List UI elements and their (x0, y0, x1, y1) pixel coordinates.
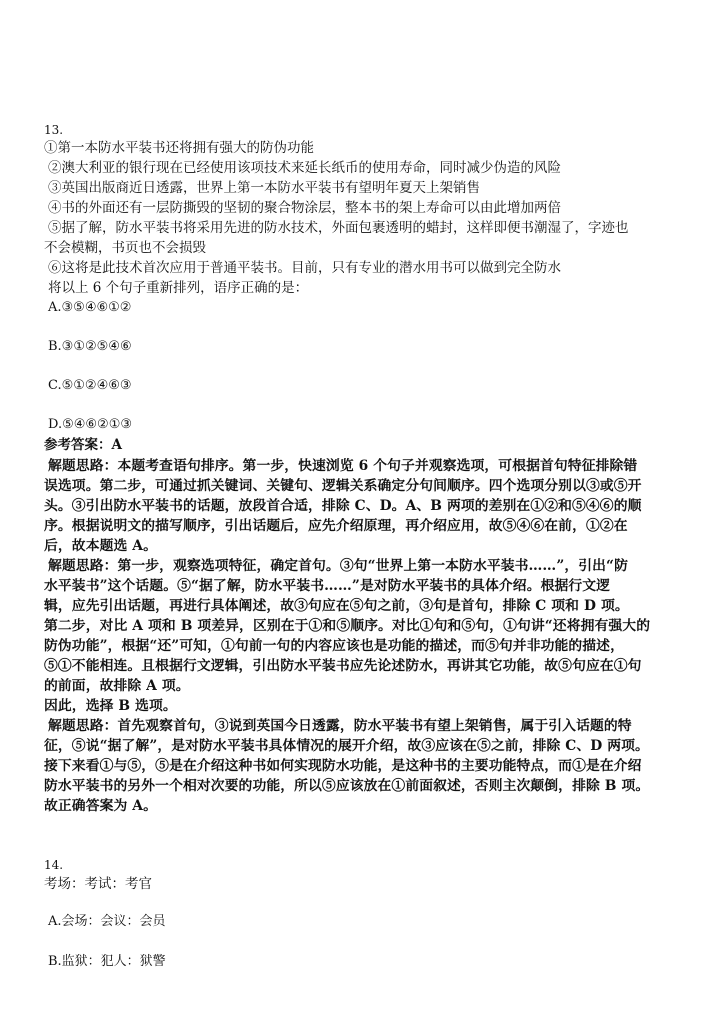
q13-sentence-5: ⑤据了解，防水平装书将采用先进的防水技术，外面包裹透明的蜡封，这样即便书潮湿了，字迹也 (48, 220, 629, 236)
q13-sentence-6: ⑥这将是此技术首次应用于普通平装书。目前，只有专业的潜水用书可以做到完全防水 (48, 260, 561, 276)
q13-sentence-4: ④书的外面还有一层防撕毁的坚韧的聚合物涂层，整本书的架上寿命可以由此增加两倍 (48, 200, 561, 216)
q14-stem: 考场：考试：考官 (44, 876, 152, 892)
explanation-line: 解题思路：首先观察首句，③说到英国今日透露，防水平装书有望上架销售，属于引入话题的特 (48, 718, 632, 734)
explanation-line: 序。根据说明文的描写顺序，引出话题后，应先介绍原理，再介绍应用，故⑤④⑥在前，①②在 (44, 518, 628, 534)
q13-option-b: B.③①②⑤④⑥ (48, 339, 132, 354)
q13-answer: 参考答案：A (44, 437, 122, 453)
explanation-line: 解题思路：第一步，观察选项特征，确定首句。③句“世界上第一本防水平装书……”，引出“防 (48, 558, 628, 574)
explanation-line: 误选项。第二步，可通过抓关键词、关键句、逻辑关系确定分句间顺序。四个选项分别以③或⑤开 (44, 478, 642, 494)
q13-option-d: D.⑤④⑥②①③ (48, 417, 133, 432)
explanation-line: 水平装书”这个话题。⑤“据了解，防水平装书……”是对防水平装书的具体介绍。根据行文逻 (44, 578, 611, 594)
q13-sentence-2: ②澳大利亚的银行现在已经使用该项技术来延长纸币的使用寿命，同时减少伪造的风险 (48, 160, 561, 176)
explanation-line: 防水平装书的另外一个相对次要的功能，所以⑤应该放在①前面叙述，否则主次颠倒，排除 B 项。 (44, 778, 650, 794)
q13-sentence-1: ①第一本防水平装书还将拥有强大的防伪功能 (44, 140, 314, 156)
explanation-line: 防伪功能”，根据“还”可知，①句前一句的内容应该也是功能的描述，而⑤句并非功能的描述， (44, 638, 624, 654)
explanation-line: 解题思路：本题考查语句排序。第一步，快速浏览 6 个句子并观察选项，可根据首句特征排除错 (48, 458, 638, 474)
q14-option-b: B.监狱：犯人：狱警 (48, 954, 166, 969)
q14-option-a: A.会场：会议：会员 (48, 914, 166, 929)
explanation-line: 第二步，对比 A 项和 B 项差异，区别在于①和⑤顺序。对比①句和⑤句，①句讲“还将拥有强大的 (44, 618, 651, 634)
explanation-line: 接下来看①与⑤，⑤是在介绍这种书如何实现防水功能，是这种书的主要功能特点，而①是在介绍 (44, 758, 642, 774)
explanation-line: 后，故本题选 A。 (44, 538, 157, 554)
explanation-line: 头。③引出防水平装书的话题，放段首合适，排除 C、D。A、B 两项的差别在①②和⑤④⑥的顺 (44, 498, 642, 514)
question-14-number: 14. (44, 858, 64, 872)
q13-prompt: 将以上 6 个句子重新排列，语序正确的是： (48, 280, 309, 296)
explanation-line: 辑，应先引出话题，再进行具体阐述，故③句应在⑤句之前，③句是首句，排除 C 项和 D 项。 (44, 598, 629, 614)
explanation-line: 的前面，故排除 A 项。 (44, 678, 190, 694)
explanation-line: 征，⑤说“据了解”，是对防水平装书具体情况的展开介绍，故③应该在⑤之前，排除 C、D 两项。 (44, 738, 649, 754)
q13-sentence-5-cont: 不会模糊，书页也不会损毁 (44, 240, 206, 256)
explanation-line: 故正确答案为 A。 (44, 798, 157, 814)
q13-sentence-3: ③英国出版商近日透露，世界上第一本防水平装书有望明年夏天上架销售 (48, 180, 480, 196)
explanation-line: 因此，选择 B 选项。 (44, 698, 177, 714)
q13-option-c: C.⑤①②④⑥③ (48, 378, 132, 393)
q13-option-a: A.③⑤④⑥①② (48, 300, 132, 315)
question-13-number: 13. (44, 123, 64, 137)
explanation-line: ⑤①不能相连。且根据行文逻辑，引出防水平装书应先论述防水，再讲其它功能，故⑤句应在①句 (44, 658, 642, 674)
